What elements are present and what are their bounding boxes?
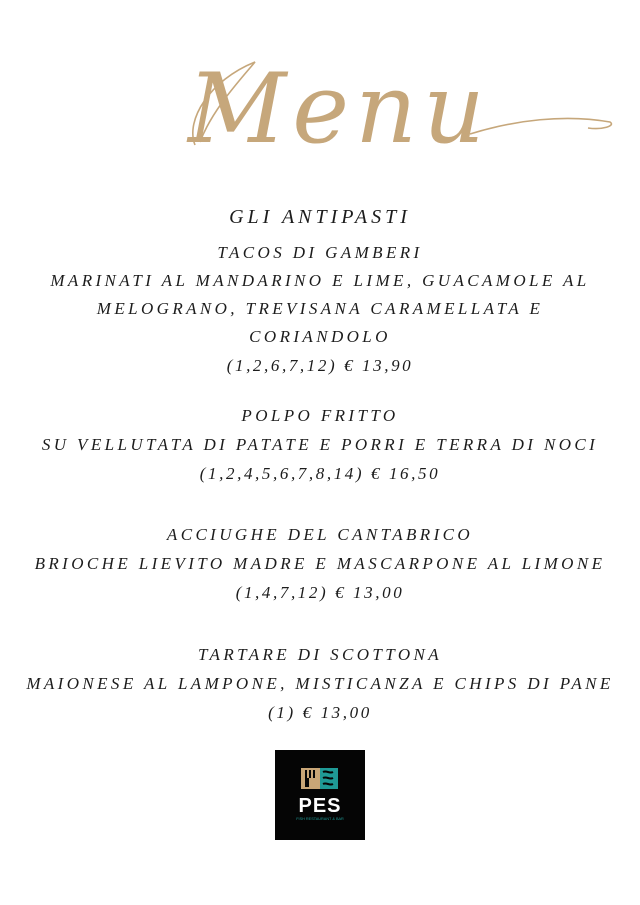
dish-name: TACOS DI GAMBERI — [217, 243, 423, 262]
dish-description-line: MAIONESE AL LAMPONE, MISTICANZA E CHIPS DI PANE — [26, 674, 614, 693]
menu-title-graphic — [170, 40, 620, 170]
dish-name: POLPO FRITTO — [241, 406, 399, 425]
dish-name: ACCIUGHE DEL CANTABRICO — [166, 525, 474, 544]
dish-description-line: BRIOCHE LIEVITO MADRE E MASCARPONE AL LIMONE — [34, 554, 606, 573]
restaurant-logo — [275, 750, 365, 840]
section-title: GLI ANTIPASTI — [229, 206, 411, 228]
dish-price: (1) € 13,00 — [268, 703, 372, 722]
dish-name: TARTARE DI SCOTTONA — [197, 645, 443, 664]
dish-price: (1,2,6,7,12) € 13,90 — [226, 356, 414, 375]
svg-text:PES: PES — [298, 795, 342, 817]
logo-graphic — [275, 750, 365, 840]
svg-text:FISH RESTAURANT & BAR: FISH RESTAURANT & BAR — [296, 817, 344, 821]
dish-description-line: MELOGRANO, TREVISANA CARAMELLATA E — [96, 299, 544, 318]
dish-price: (1,4,7,12) € 13,00 — [235, 583, 405, 602]
dish-description-line: MARINATI AL MANDARINO E LIME, GUACAMOLE AL — [50, 271, 590, 290]
dish-price: (1,2,4,5,6,7,8,14) € 16,50 — [199, 464, 441, 483]
dish-description-line: CORIANDOLO — [249, 327, 391, 346]
menu-title-wrap — [170, 40, 620, 170]
dish-description-line: SU VELLUTATA DI PATATE E PORRI E TERRA DI NOCI — [41, 435, 599, 454]
menu-title: Menu — [188, 53, 491, 165]
